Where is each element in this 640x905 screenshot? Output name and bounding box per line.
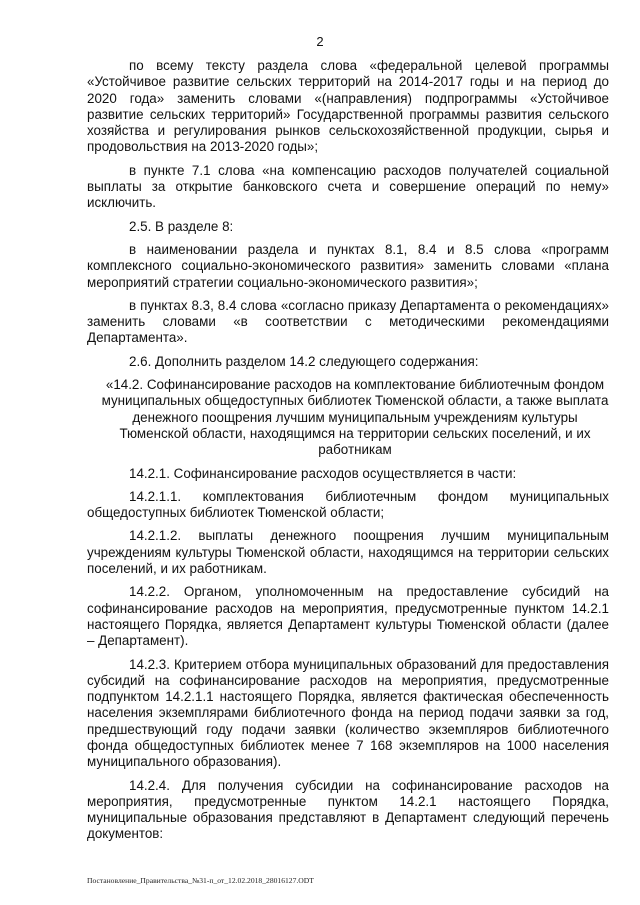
document-footer: Постановление_Правительства_№31-п_от_12.02.2018_28016127.ODT xyxy=(87,876,314,885)
paragraph-section-2-6: 2.6. Дополнить разделом 14.2 следующего содержания: xyxy=(129,353,479,369)
paragraph-section-2-5: 2.5. В разделе 8: xyxy=(129,218,234,234)
page-number: 2 xyxy=(316,34,324,49)
document-body xyxy=(87,58,609,843)
paragraph-14-2-1-2: 14.2.1.2. выплаты денежного поощрения лучшим муниципальным учреждениям культуры Тюменской области, находящимся на территории сельских поселений, и их работникам. xyxy=(87,528,609,577)
paragraph-14-2-3: 14.2.3. Критерием отбора муниципальных образований для предоставления субсидий на софинансирование расходов на мероприятия, предусмотренные подпунктом 14.2.1.1 настоящего Порядка, является фактическая обеспеченность населения экземплярами библиотечного фонда на период подачи заявки за год, предшествующий году подачи заявки (количество экземпляров библиотечного фонда общедоступных библиотек менее 7 168 экземпляров на 1000 населения муниципального образования). xyxy=(87,656,609,770)
paragraph-14-2-4: 14.2.4. Для получения субсидии на софинансирование расходов на мероприятия, предусмотренные пунктом 14.2.1 настоящего Порядка, муниципальные образования представляют в Департамент следующий перечень документов: xyxy=(87,777,609,842)
paragraph-section-8-name: в наименовании раздела и пунктах 8.1, 8.4 и 8.5 слова «программ комплексного социально-экономического развития» заменить словами «плана мероприятий стратегии социально-экономического развития»; xyxy=(87,241,609,290)
paragraph-federal-program: по всему тексту раздела слова «федеральной целевой программы «Устойчивое развитие сельских территорий на 2014-2017 годы и на период до 2020 года» заменить словами «(направления) подпрограммы «Устойчивое развитие сельских территорий» Государственной программы развития сельского хозяйства и регулирования рынков сельскохозяйственной продукции, сырья и продовольствия на 2013-2020 годы»; xyxy=(87,58,609,155)
paragraph-item-7-1: в пункте 7.1 слова «на компенсацию расходов получателей социальной выплаты за открытие банковского счета и совершение операций по нему» исключить. xyxy=(87,162,609,211)
paragraph-items-8-3-8-4: в пунктах 8.3, 8.4 слова «согласно приказу Департамента о рекомендациях» заменить словами «в соответствии с методическими рекомендациями Департамента». xyxy=(87,297,609,346)
paragraph-14-2-1-1: 14.2.1.1. комплектования библиотечным фондом муниципальных общедоступных библиотек Тюменской области; xyxy=(87,488,609,521)
paragraph-14-2-2: 14.2.2. Органом, уполномоченным на предоставление субсидий на софинансирование расходов на мероприятия, предусмотренные пунктом 14.2.1 настоящего Порядка, является Департамент культуры Тюменской области (далее – Департамент). xyxy=(87,584,609,649)
paragraph-14-2-1: 14.2.1. Софинансирование расходов осуществляется в части: xyxy=(129,465,517,481)
section-heading-14-2: «14.2. Софинансирование расходов на комплектование библиотечным фондом муниципальных общедоступных библиотек Тюменской области, а также выплата денежного поощрения лучшим муниципальным учреждениям культуры Тюменской области, находящимся на территории сельских поселений, и их работникам xyxy=(101,377,609,458)
